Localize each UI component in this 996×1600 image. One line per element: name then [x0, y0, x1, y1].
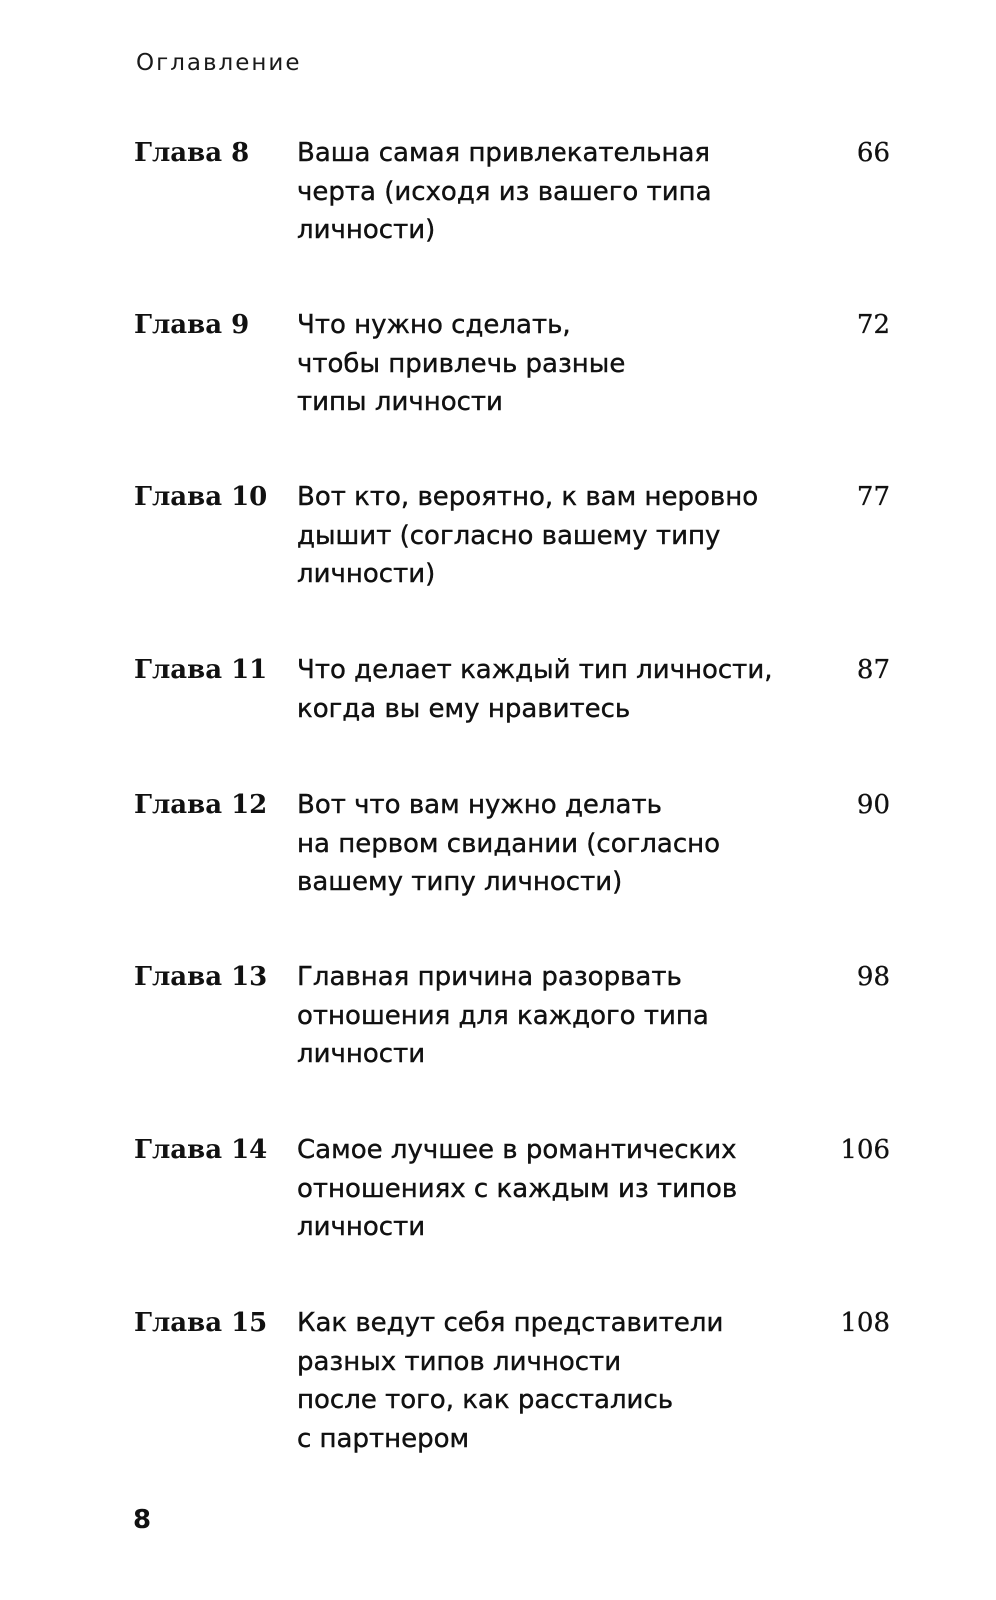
- chapter-label: Глава 11: [134, 655, 268, 685]
- chapter-title: [297, 958, 797, 1074]
- chapter-title: [297, 1131, 797, 1247]
- page-number: 90: [856, 790, 890, 820]
- chapter-title-line: личности): [297, 215, 436, 245]
- chapter-title: [297, 134, 797, 250]
- page-number: 106: [840, 1135, 890, 1165]
- chapter-title-line: Главная причина разорвать: [297, 962, 682, 992]
- chapter-title-line: чтобы привлечь разные: [297, 348, 626, 379]
- page-number: 98: [856, 962, 890, 992]
- chapter-label: Глава 14: [134, 1135, 268, 1165]
- chapter-label: Глава 12: [134, 790, 268, 820]
- chapter-title-line: личности: [297, 1039, 426, 1069]
- chapter-title-line: вашему типу личности): [297, 867, 623, 897]
- page-number: 77: [856, 482, 890, 512]
- chapter-title-line: черта (исходя из вашего типа: [297, 176, 712, 207]
- chapter-title-line: Вот кто, вероятно, к вам неровно: [297, 482, 759, 512]
- chapter-title: [297, 478, 797, 594]
- chapter-title-line: типы личности: [297, 387, 503, 417]
- page-number: 108: [840, 1308, 890, 1338]
- chapter-label: Глава 8: [134, 138, 250, 168]
- chapter-title: [297, 306, 797, 422]
- chapter-title: [297, 1304, 797, 1458]
- chapter-title: [297, 786, 797, 902]
- chapter-label: Глава 10: [134, 482, 268, 512]
- page-number: 87: [856, 655, 890, 685]
- chapter-title: [297, 651, 797, 728]
- chapter-title-line: отношениях с каждым из типов: [297, 1173, 738, 1204]
- chapter-label: Глава 15: [134, 1308, 268, 1338]
- running-head: Оглавление: [136, 50, 302, 76]
- chapter-title-line: Что делает каждый тип личности,: [297, 655, 773, 685]
- chapter-title-line: разных типов личности: [297, 1346, 622, 1377]
- chapter-title-line: личности: [297, 1212, 426, 1242]
- chapter-title-line: личности): [297, 559, 436, 589]
- chapter-title-line: Самое лучшее в романтических: [297, 1135, 737, 1165]
- chapter-label: Глава 13: [134, 962, 268, 992]
- chapter-label: Глава 9: [134, 310, 250, 340]
- chapter-title-line: на первом свидании (согласно: [297, 828, 721, 859]
- chapter-title-line: с партнером: [297, 1423, 470, 1454]
- folio-page-number: 8: [133, 1505, 152, 1535]
- chapter-title-line: когда вы ему нравитесь: [297, 693, 631, 724]
- chapter-title-line: дышит (согласно вашему типу: [297, 520, 721, 551]
- chapter-title-line: после того, как расстались: [297, 1385, 674, 1415]
- chapter-title-line: Ваша самая привлекательная: [297, 138, 711, 168]
- chapter-title-line: Как ведут себя представители: [297, 1308, 724, 1338]
- chapter-title-line: Вот что вам нужно делать: [297, 790, 662, 820]
- chapter-title-line: отношения для каждого типа: [297, 1000, 709, 1031]
- chapter-title-line: Что нужно сделать,: [297, 310, 571, 340]
- page-number: 66: [856, 138, 890, 168]
- page-number: 72: [856, 310, 890, 340]
